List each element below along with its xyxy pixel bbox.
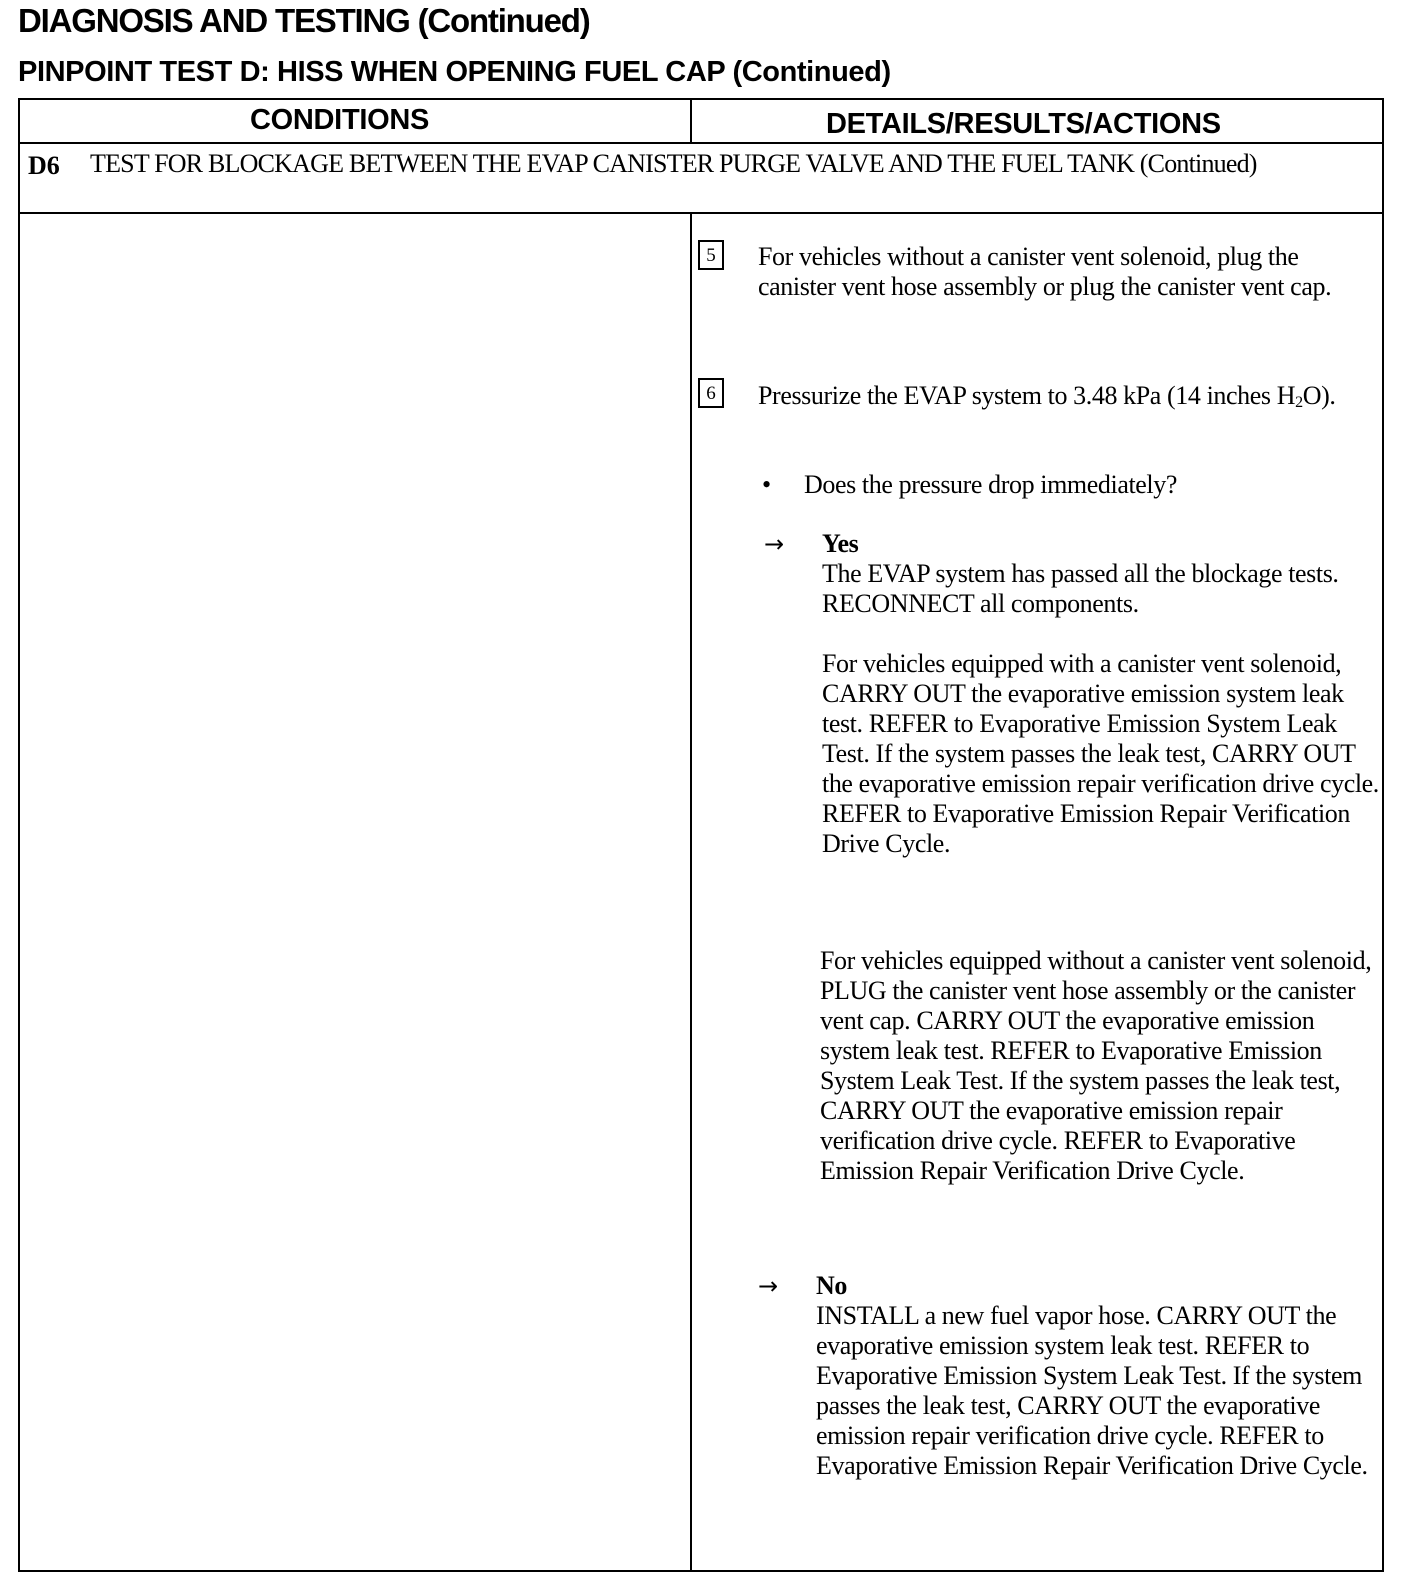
step-6-text: Pressurize the EVAP system to 3.48 kPa (14 inches $H_2O$). [758, 381, 1336, 411]
title-rule [20, 212, 1382, 214]
bullet-icon: • [762, 470, 772, 499]
header-rule [20, 142, 1382, 144]
test-table [18, 98, 1384, 1572]
step-5-box: 5 [698, 240, 724, 270]
no-label: No [816, 1271, 847, 1300]
yes-paragraph-1: The EVAP system has passed all the blockage tests. RECONNECT all components. [822, 559, 1339, 618]
conditions-header: CONDITIONS [250, 104, 430, 136]
arrow-right-icon: → [758, 1272, 779, 1300]
step-title: TEST FOR BLOCKAGE BETWEEN THE EVAP CANISTER PURGE VALVE AND THE FUEL TANK (Continued) [90, 149, 1257, 178]
no-paragraph-1: INSTALL a new fuel vapor hose. CARRY OUT the evaporative emission system leak test. REFER to Evaporative Emission System Leak Test. If the system passes the leak test, CARRY OUT the evaporative emission repair verification drive cycle. REFER to Evaporative Emission Repair Verification Drive Cycle. [816, 1301, 1368, 1480]
header-divider [690, 100, 692, 144]
step-5-text: For vehicles without a canister vent solenoid, plug the canister vent hose assembly or plug the canister vent cap. [758, 242, 1332, 301]
pinpoint-test-title: PINPOINT TEST D: HISS WHEN OPENING FUEL CAP (Continued) [18, 56, 891, 88]
arrow-right-icon: → [764, 530, 785, 558]
page-title: DIAGNOSIS AND TESTING (Continued) [18, 2, 590, 39]
yes-paragraph-3: For vehicles equipped without a canister vent solenoid, PLUG the canister vent hose assembly or the canister vent cap. CARRY OUT the evaporative emission system leak test. REFER to Evaporative Emission System Leak Test. If the system passes the leak test, CARRY OUT the evaporative emission repair verification drive cycle. REFER to Evaporative Emission Repair Verification Drive Cycle. [820, 946, 1372, 1185]
step-6-box: 6 [698, 378, 724, 408]
yes-paragraph-2: For vehicles equipped with a canister vent solenoid, CARRY OUT the evaporative emission system leak test. REFER to Evaporative Emission System Leak Test. If the system passes the leak test, CARRY OUT the evaporative emission repair verification drive cycle. REFER to Evaporative Emission Repair Verification Drive Cycle. [822, 649, 1379, 858]
details-header: DETAILS/RESULTS/ACTIONS [826, 108, 1221, 140]
yes-label: Yes [822, 529, 859, 558]
body-divider [690, 212, 692, 1570]
question-text: Does the pressure drop immediately? [804, 470, 1177, 499]
step-code: D6 [28, 151, 60, 180]
